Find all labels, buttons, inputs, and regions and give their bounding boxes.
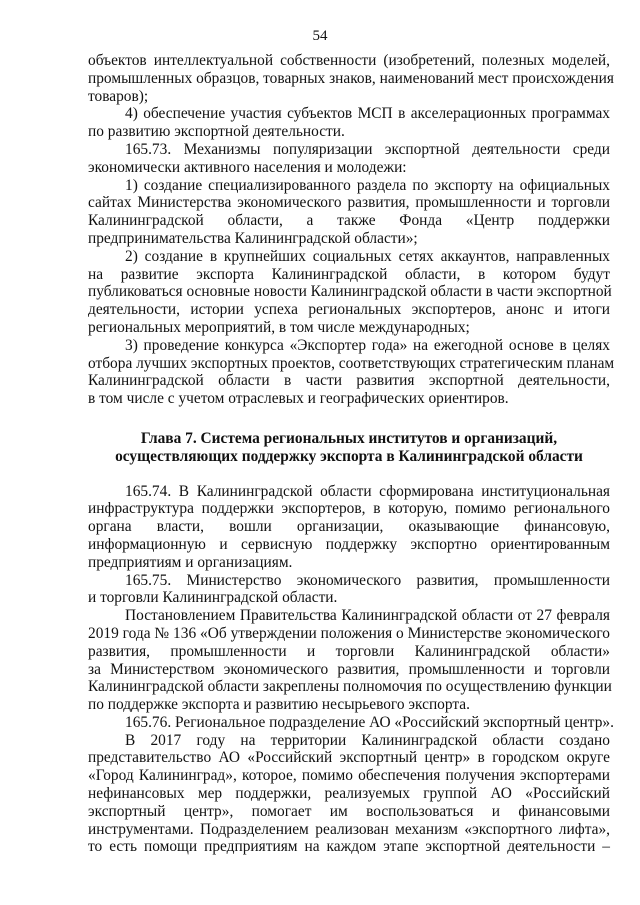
text-line: 3) проведение конкурса «Экспортер года» на ежегодной основе в целях [125, 336, 610, 354]
text-line: экспортный центр», помогает им воспользоваться и финансовыми [88, 802, 610, 820]
text-line: 1) создание специализированного раздела по экспорту на официальных [125, 176, 610, 194]
text-line: «Город Калининград», которое, помимо обеспечения получения экспортерами [88, 767, 610, 785]
text-line: объектов интеллектуальной собственности (изобретений, полезных моделей, [88, 52, 610, 69]
text-line: на развитие экспорта Калининградской области, в котором будут [88, 265, 610, 283]
heading-line: Глава 7. Система региональных институтов и организаций, [140, 429, 558, 447]
text-line: региональных мероприятий, в том числе международных; [88, 318, 470, 336]
text-line: Калининградской области, а также Фонда «Центр поддержки [88, 212, 610, 230]
text-line: и торговли Калининградской области. [88, 589, 338, 607]
text-line: то есть помощи предприятиям на каждом этапе экспортной деятельности – [88, 838, 610, 856]
spacer [88, 408, 610, 430]
text-line: инфраструктура поддержки экспортеров, в которую, помимо регионального [88, 500, 610, 518]
text-line: 165.74. В Калининградской области сформирована институциональная [125, 482, 610, 500]
chapter-heading [88, 430, 610, 466]
heading-line: осуществляющих поддержку экспорта в Калининградской области [115, 447, 583, 465]
text-line: 2019 года № 136 «Об утверждении положения о Министерстве экономического [88, 624, 610, 642]
text-line: Калининградской области в части развития экспортной деятельности, [88, 372, 610, 390]
text-line: отбора лучших экспортных проектов, соответствующих стратегическим планам [88, 354, 615, 372]
text-line: по развитию экспортной деятельности. [88, 123, 345, 141]
text-line: предприятиям и организациям. [88, 553, 293, 571]
text-line: 4) обеспечение участия субъектов МСП в акселерационных программах [125, 105, 610, 123]
text-line: органа власти, вошли организации, оказывающие финансовую, [88, 518, 610, 536]
text-line: сайтах Министерства экономического развития, промышленности и торговли [88, 194, 610, 212]
text-line: В 2017 году на территории Калининградской области создано [125, 731, 610, 749]
text-line: за Министерством экономического развития, промышленности и торговли [88, 660, 610, 678]
text-line: развития, промышленности и торговли Калининградской области» [88, 642, 610, 660]
text-line: 165.75. Министерство экономического развития, промышленности [125, 571, 610, 589]
text-line: информационную и сервисную поддержку экспортно ориентированным [88, 535, 610, 553]
text-line: деятельности, истории успеха региональных экспортеров, анонс и итоги [88, 301, 610, 319]
text-line: предпринимательства Калининградской области»; [88, 229, 418, 247]
paragraphs-after-heading [88, 482, 614, 857]
text-line: 165.76. Региональное подразделение АО «Российский экспортный центр». [125, 713, 614, 731]
text-line: 2) создание в крупнейших социальных сетях аккаунтов, направленных [125, 247, 610, 265]
text-line: нефинансовых мер поддержки, реализуемых группой АО «Российский [88, 785, 610, 803]
text-line: экономически активного населения и молодежи: [88, 158, 407, 176]
text-line: 165.73. Механизмы популяризации экспортной деятельности среди [125, 140, 610, 158]
page-body [88, 52, 615, 856]
paragraphs-before-heading [88, 52, 615, 408]
text-line: публиковаться основные новости Калининградской области в части экспортной [88, 283, 612, 301]
text-line: Постановлением Правительства Калининградской области от 27 февраля [125, 607, 610, 625]
text-line: товаров); [88, 87, 149, 105]
page-number: 54 [312, 28, 328, 44]
text-line: Калининградской области закреплены полномочия по осуществлению функции [88, 678, 612, 696]
text-line: промышленных образцов, товарных знаков, наименований мест происхождения [88, 69, 614, 87]
text-line: инструментами. Подразделением реализован механизм «экспортного лифта», [88, 820, 610, 838]
text-line: представительство АО «Российский экспортный центр» в городском округе [88, 749, 610, 767]
text-line: в том числе с учетом отраслевых и географических ориентиров. [88, 390, 509, 408]
spacer [88, 466, 610, 483]
text-line: по поддержке экспорта и развитию несырьевого экспорта. [88, 696, 470, 714]
